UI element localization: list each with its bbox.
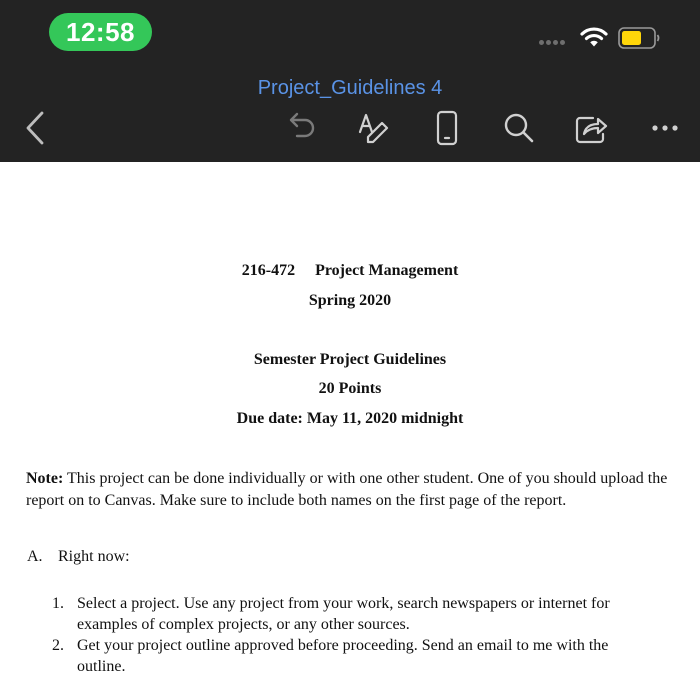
more-button[interactable] [646,109,684,147]
document-page[interactable] [0,162,700,695]
note-text: This project can be done individually or with one other student. One of you should upload the report on to Canvas. Make sure to include both names on the first page of the report. [26,470,668,509]
back-chevron-icon [24,110,46,146]
signal-dots-icon [539,40,573,48]
search-icon [501,110,537,146]
list-item-text [77,593,637,635]
markup-button[interactable] [355,109,393,147]
list-item [52,593,672,637]
due-date: Due date: May 11, 2020 midnight [236,410,464,427]
list-item-line: examples of complex projects, or any other sources. [77,616,410,633]
term: Spring 2020 [308,292,392,309]
section-title: Right now: [58,548,130,565]
points: 20 Points [318,380,382,397]
list-item-line: Select a project. Use any project from your work, search newspapers or internet for [77,595,610,612]
course-number: 216-472 [241,262,296,279]
list-item-line: Get your project outline approved before proceeding. Send an email to me with the [77,637,609,654]
share-button[interactable] [572,109,610,147]
search-button[interactable] [500,109,538,147]
list-item-number: 1. [52,595,64,612]
section-heading [27,548,130,566]
course-header [0,262,700,280]
document-heading: Semester Project Guidelines [253,351,447,368]
status-time: 12:58 [49,13,152,51]
list-item-text [77,635,637,677]
list-item [52,635,672,679]
battery-icon [618,27,660,49]
undo-icon [282,111,318,145]
phone-view-button[interactable] [428,109,466,147]
more-icon [650,123,680,133]
top-bar [0,0,700,162]
back-button[interactable] [16,109,54,147]
list-item-line: outline. [77,658,126,675]
undo-button[interactable] [281,109,319,147]
note-label: Note: [26,470,64,487]
phone-view-icon [435,110,459,146]
document-title: Project_Guidelines 4 [257,77,443,99]
share-icon [573,110,609,146]
note-paragraph [26,468,676,512]
markup-pen-icon [356,110,392,146]
section-label: A. [27,548,43,565]
list-item-number: 2. [52,637,64,654]
wifi-icon [580,25,608,49]
course-name: Project Management [315,262,459,279]
